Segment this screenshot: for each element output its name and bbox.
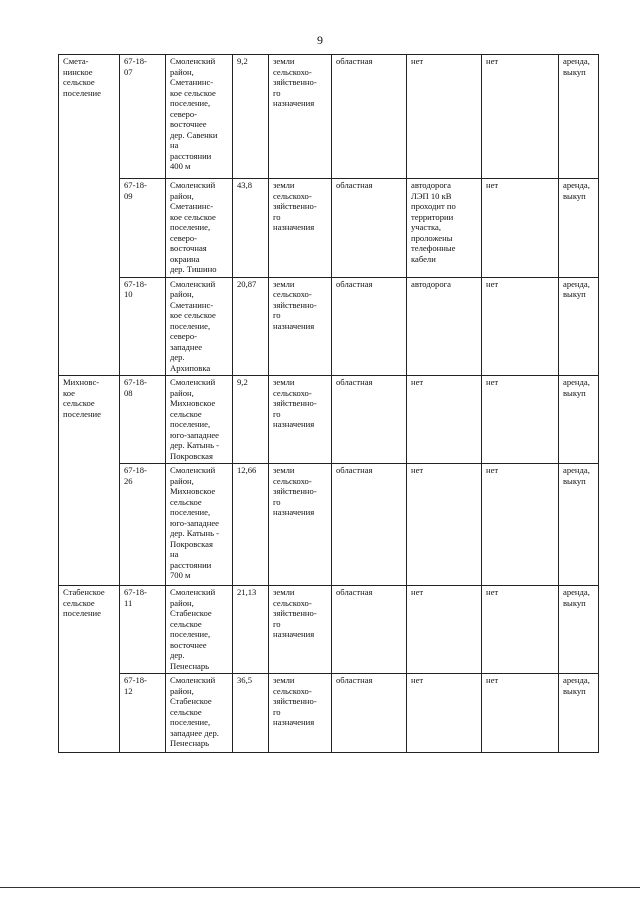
location-cell-line: поселение,: [170, 320, 211, 331]
land-category-cell-line: го: [273, 87, 281, 98]
location-cell-line: Михновское: [170, 398, 216, 408]
area-cell: [233, 376, 269, 464]
cadastral-code-cell-line: 26: [124, 475, 133, 486]
area-cell: [233, 674, 269, 753]
location-cell: [166, 376, 233, 464]
land-category-cell-line: сельскохо-: [273, 66, 312, 77]
location-cell-line: поселение,: [170, 222, 211, 232]
cadastral-code-cell-line: 67-18-: [124, 675, 147, 685]
table-row: [59, 674, 599, 753]
land-category-cell-line: земли: [273, 278, 295, 289]
location-cell-line: Михновское: [170, 486, 216, 496]
use-type-cell-line: аренда,: [563, 465, 590, 475]
settlement-cell-line: кое: [63, 387, 75, 398]
cadastral-code-cell-line: 10: [124, 289, 133, 299]
land-category-cell-line: сельскохо-: [273, 685, 312, 696]
settlement-cell-line: Смета-: [63, 56, 89, 66]
area-cell: [233, 55, 269, 179]
cadastral-code-cell-line: 07: [124, 66, 133, 77]
ownership-cell: [332, 376, 407, 464]
ownership-cell-line: областная: [336, 377, 373, 387]
location-cell-line: юго-западнее: [170, 517, 219, 528]
table-row: [59, 179, 599, 278]
cadastral-code-cell: [120, 55, 166, 179]
land-category-cell-line: го: [273, 618, 281, 629]
ownership-cell: [332, 277, 407, 376]
location-cell-line: район,: [170, 475, 194, 486]
restrictions-cell-line: нет: [486, 56, 499, 66]
land-category-cell-line: го: [273, 408, 281, 419]
cadastral-code-cell-line: 67-18-: [124, 278, 147, 289]
land-category-cell-line: назначения: [273, 98, 315, 108]
use-type-cell: [559, 277, 599, 376]
settlement-cell-line: поселение: [63, 608, 101, 618]
land-category-cell-line: назначения: [273, 507, 315, 517]
ownership-cell-line: областная: [336, 587, 373, 597]
land-category-cell-line: назначения: [273, 629, 315, 639]
encumbrance-cell: [407, 179, 482, 278]
land-category-cell-line: го: [273, 706, 281, 717]
cadastral-code-cell-line: 67-18-: [124, 180, 147, 190]
ownership-cell-line: областная: [336, 675, 373, 685]
restrictions-cell-line: нет: [486, 587, 499, 597]
table-row: [59, 55, 599, 179]
page-number: 9: [317, 33, 323, 47]
location-cell-line: кое сельское: [170, 87, 216, 98]
location-cell-line: кое сельское: [170, 310, 216, 320]
location-cell-line: северо-: [170, 331, 198, 341]
land-category-cell-line: назначения: [273, 717, 315, 727]
land-category-cell: [269, 179, 332, 278]
use-type-cell: [559, 55, 599, 179]
land-category-cell-line: земли: [273, 587, 295, 597]
area-cell-line: 12,66: [237, 465, 257, 475]
area-cell-line: 9,2: [237, 377, 248, 387]
land-category-cell-line: сельскохо-: [273, 597, 312, 608]
location-cell: [166, 277, 233, 376]
location-cell-line: 700 м: [170, 570, 191, 580]
encumbrance-cell-line: ЛЭП 10 кВ: [411, 190, 452, 201]
land-category-cell: [269, 277, 332, 376]
ownership-cell: [332, 674, 407, 753]
location-cell-line: расстоянии: [170, 559, 212, 570]
restrictions-cell: [482, 179, 559, 278]
encumbrance-cell-line: телефонные: [411, 243, 456, 253]
settlement-cell: [59, 55, 120, 376]
location-cell-line: Сметанинс-: [170, 299, 214, 310]
location-cell-line: дер. Савенки: [170, 129, 218, 140]
use-type-cell-line: аренда,: [563, 587, 590, 597]
restrictions-cell: [482, 277, 559, 376]
area-cell-line: 20,87: [237, 278, 257, 289]
location-cell-line: Стабенское: [170, 608, 212, 618]
location-cell-line: Пенеснарь: [170, 738, 210, 748]
location-cell-line: Смоленский: [170, 377, 216, 387]
location-cell-line: Сметанинс-: [170, 77, 214, 87]
use-type-cell-line: выкуп: [563, 289, 586, 299]
encumbrance-cell-line: проложены: [411, 232, 453, 243]
location-cell-line: на: [170, 140, 179, 150]
cadastral-code-cell-line: 09: [124, 190, 133, 201]
encumbrance-cell: [407, 55, 482, 179]
land-category-cell: [269, 464, 332, 586]
encumbrance-cell-line: кабели: [411, 253, 436, 264]
restrictions-cell-line: нет: [486, 278, 499, 289]
ownership-cell-line: областная: [336, 465, 373, 475]
encumbrance-cell-line: нет: [411, 56, 424, 66]
use-type-cell: [559, 586, 599, 674]
table-row: [59, 277, 599, 376]
settlement-cell-line: поселение: [63, 408, 101, 419]
location-cell: [166, 55, 233, 179]
use-type-cell-line: выкуп: [563, 685, 586, 696]
encumbrance-cell: [407, 376, 482, 464]
area-cell-line: 43,8: [237, 180, 253, 190]
ownership-cell-line: областная: [336, 180, 373, 190]
location-cell-line: район,: [170, 66, 194, 77]
location-cell-line: район,: [170, 289, 194, 299]
location-cell-line: дер. Тишино: [170, 264, 217, 274]
table-row: [59, 464, 599, 586]
land-category-cell-line: зяйственно-: [273, 398, 317, 408]
ownership-cell: [332, 55, 407, 179]
location-cell-line: западнее: [170, 341, 203, 352]
settlement-cell-line: Михновс-: [63, 377, 100, 387]
table-row: [59, 376, 599, 464]
use-type-cell-line: аренда,: [563, 278, 590, 289]
encumbrance-cell-line: территории: [411, 211, 454, 222]
location-cell-line: Смоленский: [170, 180, 216, 190]
location-cell-line: район,: [170, 597, 194, 608]
settlement-cell-line: сельское: [63, 398, 95, 408]
land-category-cell-line: сельскохо-: [273, 475, 312, 486]
use-type-cell-line: аренда,: [563, 675, 590, 685]
ownership-cell-line: областная: [336, 56, 373, 66]
use-type-cell-line: выкуп: [563, 387, 586, 398]
cadastral-code-cell: [120, 674, 166, 753]
land-category-cell-line: сельскохо-: [273, 387, 312, 398]
page-bottom-rule: [0, 887, 640, 888]
use-type-cell: [559, 376, 599, 464]
ownership-cell: [332, 464, 407, 586]
use-type-cell: [559, 464, 599, 586]
location-cell-line: Смоленский: [170, 587, 216, 597]
cadastral-code-cell-line: 08: [124, 387, 133, 398]
encumbrance-cell-line: участка,: [411, 222, 442, 232]
location-cell-line: поселение,: [170, 717, 211, 727]
restrictions-cell: [482, 674, 559, 753]
location-cell-line: Покровская: [170, 538, 213, 549]
settlement-cell-line: Стабенское: [63, 587, 105, 597]
location-cell-line: кое сельское: [170, 211, 216, 222]
encumbrance-cell-line: нет: [411, 465, 424, 475]
location-cell-line: дер. Катынь -: [170, 528, 220, 538]
restrictions-cell-line: нет: [486, 377, 499, 387]
land-category-cell-line: земли: [273, 465, 295, 475]
location-cell-line: сельское: [170, 618, 202, 629]
land-category-cell-line: го: [273, 496, 281, 507]
location-cell-line: расстоянии: [170, 150, 212, 161]
use-type-cell-line: выкуп: [563, 597, 586, 608]
cadastral-code-cell-line: 67-18-: [124, 377, 147, 387]
location-cell-line: Смоленский: [170, 278, 216, 289]
use-type-cell: [559, 179, 599, 278]
location-cell: [166, 464, 233, 586]
table-row: [59, 586, 599, 674]
cadastral-code-cell: [120, 277, 166, 376]
land-category-cell-line: сельскохо-: [273, 289, 312, 299]
land-category-cell-line: земли: [273, 377, 295, 387]
location-cell: [166, 586, 233, 674]
encumbrance-cell-line: автодорога: [411, 278, 451, 289]
land-category-cell-line: зяйственно-: [273, 299, 317, 310]
land-category-cell: [269, 586, 332, 674]
location-cell: [166, 179, 233, 278]
settlement-cell: [59, 586, 120, 753]
location-cell-line: поселение,: [170, 507, 211, 517]
area-cell-line: 9,2: [237, 56, 248, 66]
ownership-cell: [332, 586, 407, 674]
cadastral-code-cell-line: 11: [124, 597, 133, 608]
location-cell-line: Сметанинс-: [170, 201, 214, 211]
location-cell-line: восточнее: [170, 119, 207, 129]
area-cell-line: 21,13: [237, 587, 257, 597]
land-category-cell-line: назначения: [273, 419, 315, 429]
encumbrance-cell-line: проходит по: [411, 201, 456, 211]
use-type-cell: [559, 674, 599, 753]
location-cell-line: Пенеснарь: [170, 660, 210, 671]
cadastral-code-cell: [120, 464, 166, 586]
use-type-cell-line: выкуп: [563, 190, 586, 201]
location-cell-line: западнее дер.: [170, 727, 219, 738]
settlement-cell-line: сельское: [63, 77, 95, 87]
location-cell-line: дер.: [170, 352, 185, 362]
land-plots-table: [58, 54, 599, 753]
use-type-cell-line: аренда,: [563, 180, 590, 190]
ownership-cell-line: областная: [336, 278, 373, 289]
location-cell-line: 400 м: [170, 161, 191, 171]
cadastral-code-cell-line: 67-18-: [124, 56, 147, 66]
land-category-cell-line: го: [273, 310, 281, 320]
land-category-cell-line: го: [273, 211, 281, 222]
location-cell-line: Архиповка: [170, 362, 211, 373]
land-category-cell-line: зяйственно-: [273, 77, 317, 87]
use-type-cell-line: выкуп: [563, 475, 586, 486]
location-cell-line: северо-: [170, 232, 198, 243]
location-cell-line: район,: [170, 190, 194, 201]
location-cell-line: сельское: [170, 408, 202, 419]
location-cell-line: Смоленский: [170, 675, 216, 685]
encumbrance-cell-line: нет: [411, 675, 424, 685]
location-cell-line: окраина: [170, 253, 200, 264]
location-cell-line: Смоленский: [170, 465, 216, 475]
cadastral-code-cell-line: 67-18-: [124, 465, 147, 475]
area-cell: [233, 179, 269, 278]
location-cell-line: Стабенское: [170, 696, 212, 706]
land-category-cell-line: зяйственно-: [273, 486, 317, 496]
location-cell-line: сельское: [170, 496, 202, 507]
location-cell-line: восточнее: [170, 639, 207, 650]
land-category-cell-line: земли: [273, 56, 295, 66]
restrictions-cell-line: нет: [486, 465, 499, 475]
location-cell-line: поселение,: [170, 419, 211, 429]
location-cell-line: дер. Катынь -: [170, 440, 220, 450]
location-cell: [166, 674, 233, 753]
cadastral-code-cell: [120, 586, 166, 674]
location-cell-line: Покровская: [170, 450, 213, 461]
restrictions-cell: [482, 55, 559, 179]
location-cell-line: юго-западнее: [170, 429, 219, 440]
location-cell-line: сельское: [170, 706, 202, 717]
settlement-cell: [59, 376, 120, 586]
land-category-cell-line: земли: [273, 675, 295, 685]
land-category-cell-line: сельскохо-: [273, 190, 312, 201]
area-cell-line: 36,5: [237, 675, 253, 685]
restrictions-cell-line: нет: [486, 180, 499, 190]
land-category-cell-line: зяйственно-: [273, 201, 317, 211]
location-cell-line: на: [170, 549, 179, 559]
land-category-cell-line: назначения: [273, 320, 315, 331]
land-category-cell-line: назначения: [273, 222, 315, 232]
location-cell-line: район,: [170, 387, 194, 398]
encumbrance-cell: [407, 277, 482, 376]
cadastral-code-cell-line: 67-18-: [124, 587, 147, 597]
encumbrance-cell: [407, 586, 482, 674]
encumbrance-cell: [407, 464, 482, 586]
use-type-cell-line: выкуп: [563, 66, 586, 77]
cadastral-code-cell: [120, 179, 166, 278]
location-cell-line: поселение,: [170, 98, 211, 108]
area-cell: [233, 586, 269, 674]
area-cell: [233, 464, 269, 586]
land-category-cell: [269, 674, 332, 753]
restrictions-cell-line: нет: [486, 675, 499, 685]
location-cell-line: восточная: [170, 243, 207, 253]
location-cell-line: дер.: [170, 650, 185, 660]
location-cell-line: поселение,: [170, 629, 211, 639]
cadastral-code-cell: [120, 376, 166, 464]
restrictions-cell: [482, 376, 559, 464]
encumbrance-cell-line: автодорога: [411, 180, 451, 190]
location-cell-line: северо-: [170, 108, 198, 119]
ownership-cell: [332, 179, 407, 278]
settlement-cell-line: сельское: [63, 597, 95, 608]
settlement-cell-line: поселение: [63, 87, 101, 98]
area-cell: [233, 277, 269, 376]
restrictions-cell: [482, 586, 559, 674]
land-category-cell-line: зяйственно-: [273, 608, 317, 618]
land-category-cell-line: зяйственно-: [273, 696, 317, 706]
encumbrance-cell-line: нет: [411, 377, 424, 387]
restrictions-cell: [482, 464, 559, 586]
land-category-cell-line: земли: [273, 180, 295, 190]
land-category-cell: [269, 55, 332, 179]
encumbrance-cell: [407, 674, 482, 753]
use-type-cell-line: аренда,: [563, 56, 590, 66]
location-cell-line: Смоленский: [170, 56, 216, 66]
location-cell-line: район,: [170, 685, 194, 696]
settlement-cell-line: нинское: [63, 66, 93, 77]
land-category-cell: [269, 376, 332, 464]
cadastral-code-cell-line: 12: [124, 685, 133, 696]
use-type-cell-line: аренда,: [563, 377, 590, 387]
encumbrance-cell-line: нет: [411, 587, 424, 597]
